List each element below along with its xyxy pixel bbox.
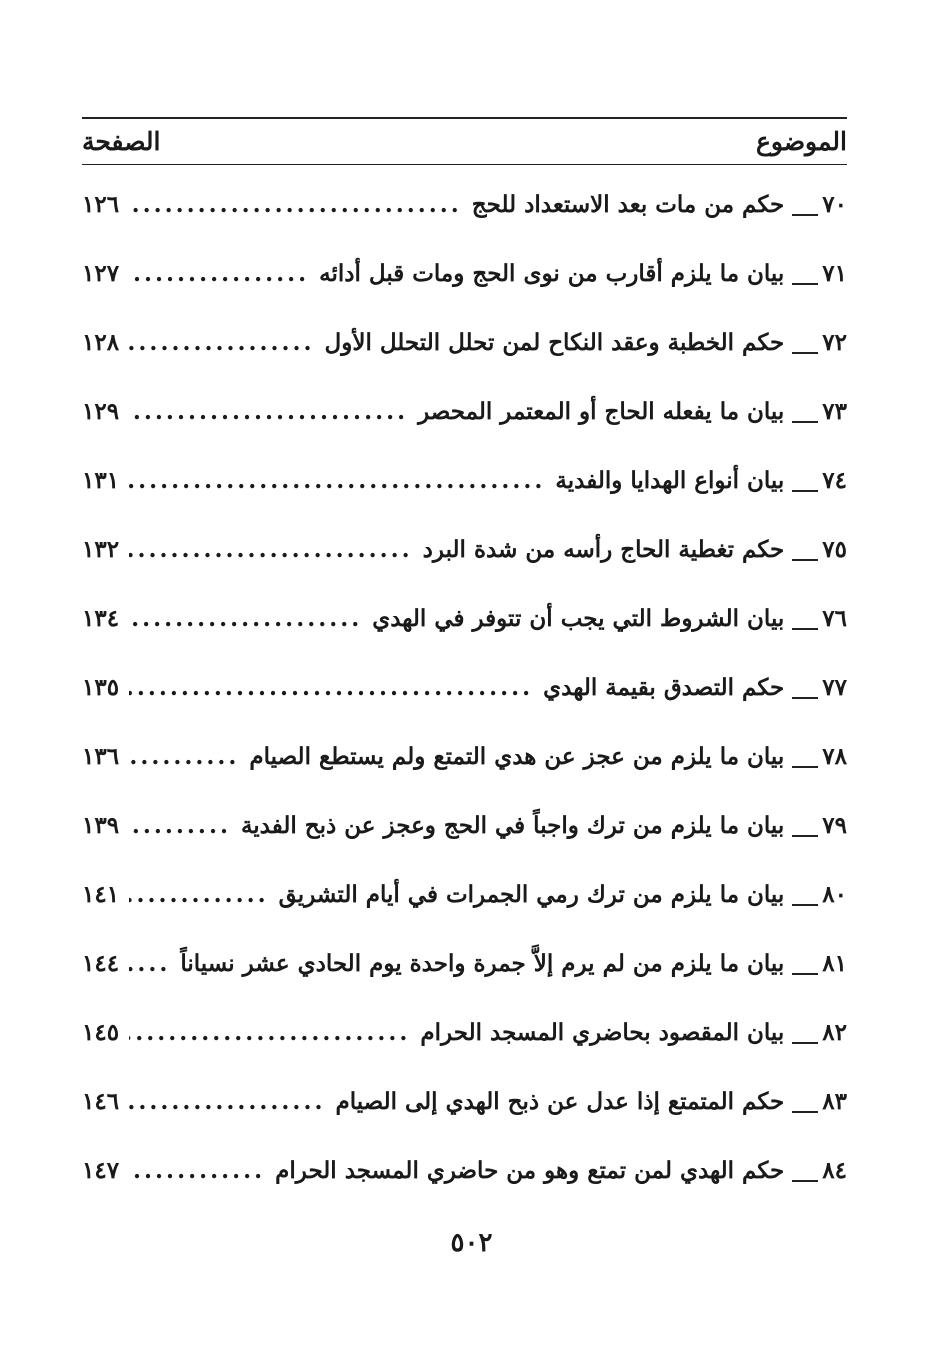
entry-title: حكم من مات بعد الاستعداد للحج — [471, 191, 785, 218]
toc-entry — [82, 515, 847, 584]
entry-number: ٨١ — [822, 950, 847, 977]
entry-page: ١٤١ — [82, 881, 120, 908]
entry-title: بيان ما يلزم من ترك واجباً في الحج وعجز عن ذبح الفدية — [240, 812, 785, 839]
entry-number: ٧١ — [822, 260, 847, 287]
toc-entry — [82, 860, 847, 929]
entry-dash — [792, 559, 818, 561]
toc-entry — [82, 239, 847, 308]
entry-title: بيان ما يلزم أقارب من نوى الحج ومات قبل أدائه — [319, 260, 785, 287]
entry-number: ٧٤ — [822, 467, 847, 494]
entry-title: بيان ما يلزم من لم يرم إلاَّ جمرة واحدة يوم الحادي عشر نسياناً — [180, 950, 785, 977]
entry-number: ٧٦ — [822, 605, 847, 632]
leader-dots — [129, 515, 413, 584]
entry-number: ٨٢ — [822, 1019, 847, 1046]
entry-number: ٨٤ — [822, 1157, 847, 1184]
entry-title: بيان المقصود بحاضري المسجد الحرام — [420, 1019, 785, 1046]
toc-entry — [82, 170, 847, 239]
toc-entry — [82, 377, 847, 446]
entry-dash — [792, 973, 818, 975]
toc-entry — [82, 1067, 847, 1136]
toc-entry — [82, 446, 847, 515]
entry-page: ١٣٩ — [82, 812, 120, 839]
toc-entry — [82, 584, 847, 653]
entry-page: ١٣٦ — [82, 743, 120, 770]
topic-column-label: الموضوع — [756, 126, 847, 156]
entry-number: ٧٩ — [822, 812, 847, 839]
leader-dots — [129, 860, 269, 929]
header-rule — [82, 164, 847, 165]
page-number: ٥٠٢ — [450, 1228, 493, 1258]
top-rule — [82, 117, 847, 119]
entry-title: بيان ما يلزم من ترك رمي الجمرات في أيام التشريق — [278, 881, 785, 908]
entry-page: ١٤٦ — [82, 1088, 120, 1115]
entry-dash — [792, 283, 818, 285]
leader-dots — [129, 170, 462, 239]
leader-dots — [129, 791, 231, 860]
leader-dots — [129, 377, 408, 446]
leader-dots — [129, 239, 309, 308]
entry-dash — [792, 1042, 818, 1044]
leader-dots — [129, 722, 239, 791]
entry-dash — [792, 697, 818, 699]
entry-number: ٧٨ — [822, 743, 847, 770]
entry-page: ١٢٦ — [82, 191, 120, 218]
entry-page: ١٣٥ — [82, 674, 120, 701]
entry-dash — [792, 766, 818, 768]
toc-list — [82, 170, 847, 1205]
page-column-label: الصفحة — [82, 126, 161, 156]
entry-title: حكم الخطبة وعقد النكاح لمن تحلل التحلل الأول — [324, 329, 785, 356]
leader-dots — [129, 653, 533, 722]
entry-number: ٨٠ — [822, 881, 847, 908]
leader-dots — [129, 584, 362, 653]
entry-page: ١٣٢ — [82, 536, 120, 563]
entry-page: ١٢٨ — [82, 329, 120, 356]
toc-entry — [82, 653, 847, 722]
entry-dash — [792, 904, 818, 906]
leader-dots — [129, 998, 410, 1067]
entry-page: ١٢٧ — [82, 260, 120, 287]
entry-title: بيان ما يفعله الحاج أو المعتمر المحصر — [418, 398, 785, 425]
entry-title: حكم التصدق بقيمة الهدي — [543, 674, 785, 701]
entry-dash — [792, 1111, 818, 1113]
entry-title: حكم الهدي لمن تمتع وهو من حاضري المسجد الحرام — [275, 1157, 785, 1184]
entry-dash — [792, 1180, 818, 1182]
toc-entry — [82, 308, 847, 377]
leader-dots — [129, 308, 314, 377]
toc-entry — [82, 1136, 847, 1205]
entry-page: ١٤٧ — [82, 1157, 120, 1184]
entry-number: ٧٢ — [822, 329, 847, 356]
toc-entry — [82, 929, 847, 998]
entry-dash — [792, 490, 818, 492]
entry-title: حكم المتمتع إذا عدل عن ذبح الهدي إلى الصيام — [335, 1088, 785, 1115]
entry-number: ٨٣ — [822, 1088, 847, 1115]
entry-number: ٧٧ — [822, 674, 847, 701]
leader-dots — [129, 1067, 325, 1136]
entry-dash — [792, 352, 818, 354]
toc-entry — [82, 791, 847, 860]
entry-page: ١٣٤ — [82, 605, 120, 632]
toc-entry — [82, 722, 847, 791]
toc-header — [82, 120, 847, 162]
entry-title: بيان الشروط التي يجب أن تتوفر في الهدي — [372, 605, 785, 632]
entry-page: ١٣١ — [82, 467, 120, 494]
entry-title: بيان ما يلزم من عجز عن هدي التمتع ولم يستطع الصيام — [249, 743, 785, 770]
entry-dash — [792, 214, 818, 216]
leader-dots — [129, 1136, 265, 1205]
leader-dots — [129, 446, 545, 515]
entry-dash — [792, 835, 818, 837]
entry-page: ١٤٤ — [82, 950, 120, 977]
leader-dots — [129, 929, 170, 998]
entry-number: ٧٠ — [822, 191, 847, 218]
entry-number: ٧٥ — [822, 536, 847, 563]
entry-dash — [792, 628, 818, 630]
toc-entry — [82, 998, 847, 1067]
entry-page: ١٢٩ — [82, 398, 120, 425]
entry-dash — [792, 421, 818, 423]
entry-title: بيان أنواع الهدايا والفدية — [555, 467, 785, 494]
entry-title: حكم تغطية الحاج رأسه من شدة البرد — [422, 536, 785, 563]
entry-page: ١٤٥ — [82, 1019, 120, 1046]
entry-number: ٧٣ — [822, 398, 847, 425]
